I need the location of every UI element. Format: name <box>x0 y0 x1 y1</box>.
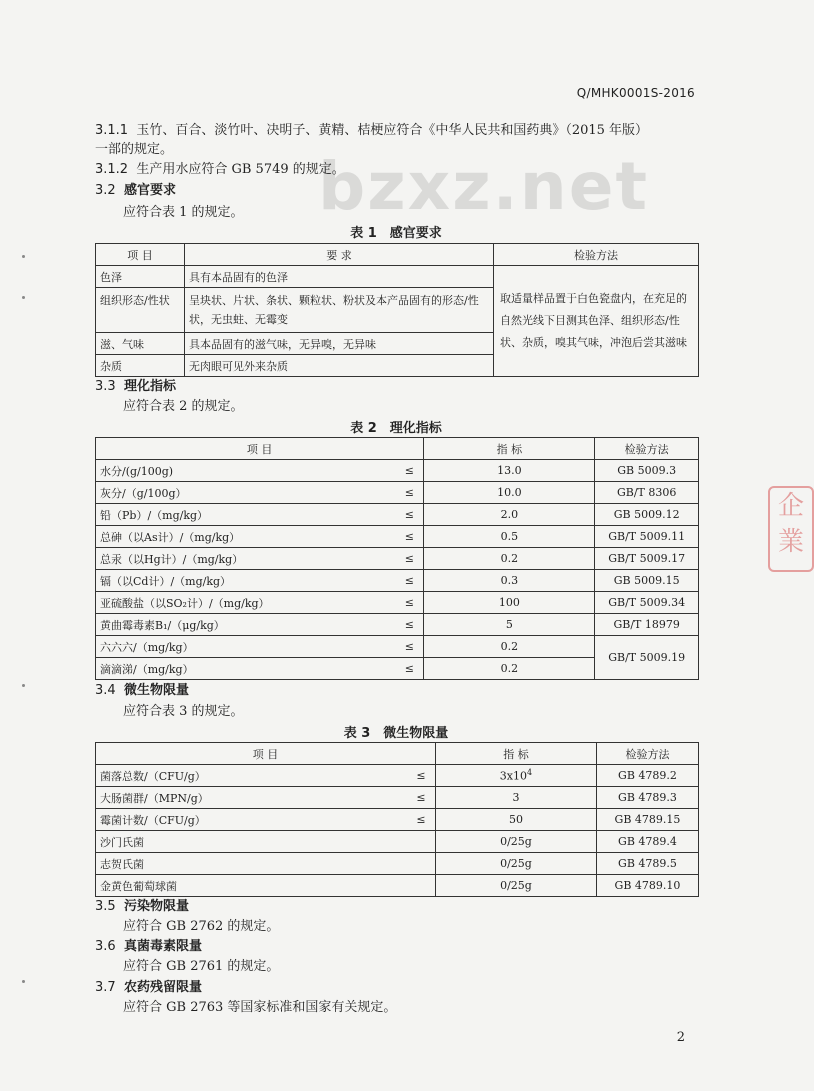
standard-code: Q/MHK0001S-2016 <box>576 86 695 100</box>
table3-header-value: 指 标 <box>435 743 596 765</box>
section-3-3-heading: 3.3 理化指标 <box>95 379 176 394</box>
table1-header-method: 检验方法 <box>494 244 699 266</box>
table1-header-item: 项 目 <box>96 244 185 266</box>
table-row: 六六六/（mg/kg） ≤ 0.2 GB/T 5009.19 <box>96 636 699 658</box>
table-row: 滴滴涕/（mg/kg） ≤ 0.2 <box>96 658 699 680</box>
table-row: 志贺氏菌 0/25g GB 4789.5 <box>96 853 699 875</box>
table-row: 霉菌计数/（CFU/g） ≤ 50 GB 4789.15 <box>96 809 699 831</box>
table2-caption: 表 2 理化指标 <box>350 421 442 436</box>
table-row: 杂质 无肉眼可见外来杂质 <box>96 355 699 377</box>
section-3-6-heading: 3.6 真菌毒素限量 <box>95 939 202 954</box>
margin-dot <box>22 980 25 983</box>
table-row: 组织形态/性状 呈块状、片状、条状、颗粒状、粉状及本产品固有的形态/性状，无虫蛀、无霉变 <box>96 288 699 333</box>
table-row: 色泽 具有本品固有的色泽 取适量样品置于白色瓷盘内，在充足的自然光线下目测其色泽、组织形态/性状、杂质，嗅其气味，冲泡后尝其滋味 <box>96 266 699 288</box>
table-row: 大肠菌群/（MPN/g） ≤ 3 GB 4789.3 <box>96 787 699 809</box>
section-3-7-heading: 3.7 农药残留限量 <box>95 980 202 995</box>
site-watermark: bzxz.net <box>318 148 650 225</box>
table2-header-method: 检验方法 <box>595 438 699 460</box>
table-row: 铅（Pb）/（mg/kg） ≤ 2.0 GB 5009.12 <box>96 504 699 526</box>
table-row: 金黄色葡萄球菌 0/25g GB 4789.10 <box>96 875 699 897</box>
clause-3-1-2: 3.1.2 生产用水应符合 GB 5749 的规定。 <box>95 162 345 177</box>
table-row: 总汞（以Hg计）/（mg/kg） ≤ 0.2 GB/T 5009.17 <box>96 548 699 570</box>
margin-dot <box>22 296 25 299</box>
table1-method-cell: 取适量样品置于白色瓷盘内，在充足的自然光线下目测其色泽、组织形态/性状、杂质，嗅其气味，冲泡后尝其滋味 <box>494 266 699 377</box>
table-row: 总砷（以As计）/（mg/kg） ≤ 0.5 GB/T 5009.11 <box>96 526 699 548</box>
table-row: 滋、气味 具本品固有的滋气味，无异嗅，无异味 <box>96 333 699 355</box>
table3-microbial <box>95 742 699 897</box>
table-row: 水分/(g/100g) ≤ 13.0 GB 5009.3 <box>96 460 699 482</box>
section-3-6-body: 应符合 GB 2761 的规定。 <box>123 959 280 974</box>
table-row: 沙门氏菌 0/25g GB 4789.4 <box>96 831 699 853</box>
section-3-2-heading: 3.2 感官要求 <box>95 183 176 198</box>
margin-dot <box>22 255 25 258</box>
seal-stamp: 企業 <box>768 486 814 572</box>
table-row: 灰分/（g/100g） ≤ 10.0 GB/T 8306 <box>96 482 699 504</box>
page-number: 2 <box>676 1030 685 1045</box>
table1-caption: 表 1 感官要求 <box>350 226 442 241</box>
table1-header-req: 要 求 <box>185 244 494 266</box>
table2-header-value: 指 标 <box>424 438 595 460</box>
table3-header-method: 检验方法 <box>596 743 698 765</box>
table2-physchem <box>95 437 699 680</box>
section-3-5-body: 应符合 GB 2762 的规定。 <box>123 919 280 934</box>
table3-caption: 表 3 微生物限量 <box>343 726 449 741</box>
table3-header-item: 项 目 <box>96 743 436 765</box>
table-row: 亚硫酸盐（以SO₂计）/（mg/kg） ≤ 100 GB/T 5009.34 <box>96 592 699 614</box>
clause-3-1-1-cont: 一部的规定。 <box>95 142 174 157</box>
section-3-7-body: 应符合 GB 2763 等国家标准和国家有关规定。 <box>123 1000 397 1015</box>
margin-dot <box>22 684 25 687</box>
table-row: 镉（以Cd计）/（mg/kg） ≤ 0.3 GB 5009.15 <box>96 570 699 592</box>
section-3-2-body: 应符合表 1 的规定。 <box>123 205 244 220</box>
table-row: 黄曲霉毒素B₁/（μg/kg） ≤ 5 GB/T 18979 <box>96 614 699 636</box>
section-3-4-body: 应符合表 3 的规定。 <box>123 704 244 719</box>
table-row: 菌落总数/（CFU/g） ≤ $3x10^4$ GB 4789.2 <box>96 765 699 787</box>
table2-header-item: 项 目 <box>96 438 424 460</box>
section-3-5-heading: 3.5 污染物限量 <box>95 899 189 914</box>
section-3-4-heading: 3.4 微生物限量 <box>95 683 189 698</box>
section-3-3-body: 应符合表 2 的规定。 <box>123 399 244 414</box>
clause-3-1-1: 3.1.1 玉竹、百合、淡竹叶、决明子、黄精、桔梗应符合《中华人民共和国药典》（2015 年版） <box>95 123 649 138</box>
table1-sensory <box>95 243 699 377</box>
